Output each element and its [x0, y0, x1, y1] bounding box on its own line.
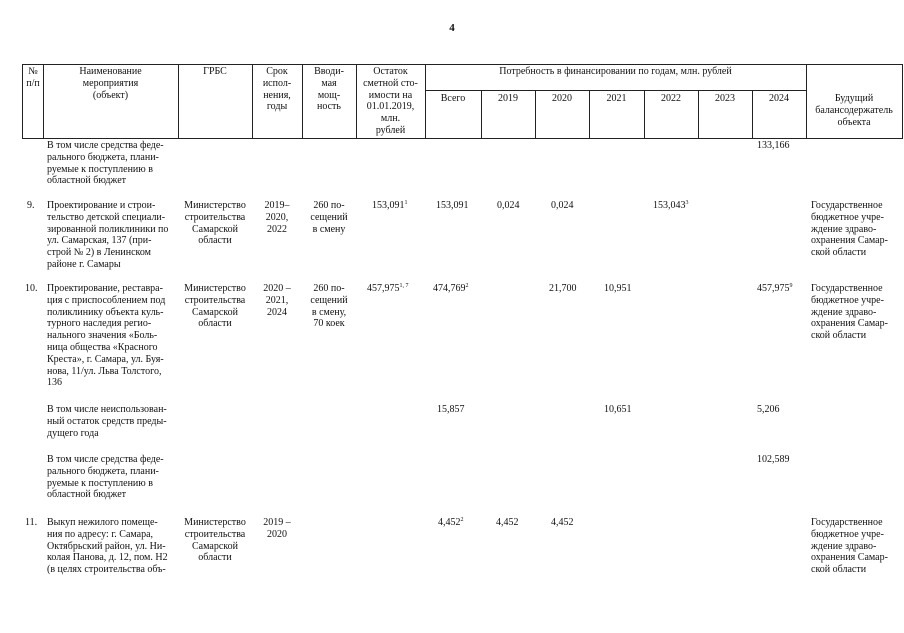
row-11-name: Выкуп нежилого помеще- ния по адресу: г. Самара, Октябрьский район, ул. Ни- колая Панова, д. 12, пом. Н2 (в целях строительства объ- — [47, 517, 168, 576]
row-11-2020: 4,452 — [551, 517, 574, 528]
row-10-name: Проектирование, реставра- ция с приспособлением под поликлинику объекта куль- турного наследия регио- нального значения «Боль- ница общества «Красного Креста», г. Самара, ул. Буя- нова, 11/ул. Льва Толстого, 136 — [47, 283, 166, 389]
row-unused-remainder-label: В том числе неиспользован- ный остаток средств преды- дущего года — [47, 404, 167, 439]
row-9-2019: 0,024 — [497, 200, 520, 211]
row-10-number: 10. — [25, 283, 38, 294]
table-top-border — [22, 64, 902, 65]
header-year-2024: 2024 — [769, 93, 789, 104]
header-capacity: Вводи- мая мощ- ность — [314, 66, 344, 113]
row-11-total: 4,452$^2$ — [438, 517, 464, 528]
header-year-2022: 2022 — [661, 93, 681, 104]
row-10-2020: 21,700 — [549, 283, 577, 294]
row-11-2019: 4,452 — [496, 517, 519, 528]
row-11-holder: Государственное бюджетное учре- ждение здраво- охранения Самар- ской области — [811, 517, 888, 576]
row-11-number: 11. — [25, 517, 38, 528]
header-holder: Будущий балансодержатель объекта — [815, 93, 893, 128]
row-9-2022: 153,043$^3$ — [653, 200, 689, 211]
row-11-term: 2019 – 2020 — [263, 517, 291, 540]
row-unused-remainder-2021: 10,651 — [604, 404, 632, 415]
row-11-grbs: Министерство строительства Самарской области — [184, 517, 246, 564]
row-federal-funds-2024-label: В том числе средства феде- рального бюджета, плани- руемые к поступлению в областной бюджет — [47, 140, 164, 187]
row-10-term: 2020 – 2021, 2024 — [263, 283, 291, 318]
row-10-holder: Государственное бюджетное учре- ждение здраво- охранения Самар- ской области — [811, 283, 888, 342]
row-9-holder: Государственное бюджетное учре- ждение здраво- охранения Самар- ской области — [811, 200, 888, 259]
header-financing: Потребность в финансировании по годам, млн. рублей — [499, 66, 732, 77]
row-federal-funds-2024-value: 133,166 — [757, 140, 790, 151]
header-num: № п/п — [26, 66, 40, 89]
row-9-number: 9. — [27, 200, 35, 211]
row-unused-remainder-2024: 5,206 — [757, 404, 780, 415]
row-10-remainder: 457,975$^{1, 7}$ — [367, 283, 409, 294]
header-bottom-border — [22, 138, 902, 139]
row-9-term: 2019– 2020, 2022 — [264, 200, 290, 235]
row-9-2020: 0,024 — [551, 200, 574, 211]
page-number: 4 — [449, 22, 455, 34]
header-term: Срок испол- нения, годы — [262, 66, 292, 113]
row-9-remainder: 153,091$^1$ — [372, 200, 408, 211]
header-name: Наименование мероприятия (объект) — [79, 66, 142, 101]
row-9-capacity: 260 по- сещений в смену — [310, 200, 348, 235]
row-unused-remainder-total: 15,857 — [437, 404, 465, 415]
row-10-2024: 457,975$^9$ — [757, 283, 793, 294]
header-year-2023: 2023 — [715, 93, 735, 104]
row-10-capacity: 260 по- сещений в смену, 70 коек — [310, 283, 348, 330]
header-year-2021: 2021 — [606, 93, 627, 104]
row-9-grbs: Министерство строительства Самарской области — [184, 200, 246, 247]
row-9-total: 153,091 — [436, 200, 469, 211]
row-9-name: Проектирование и строи- тельство детской специали- зированной поликлиники по ул. Самарская, 137 (при- строй № 2) в Ленинском районе г. Самары — [47, 200, 169, 270]
row-10-total: 474,769$^2$ — [433, 283, 469, 294]
row-federal-funds-2024: 102,589 — [757, 454, 790, 465]
header-year-2020: 2020 — [552, 93, 572, 104]
row-10-grbs: Министерство строительства Самарской области — [184, 283, 246, 330]
header-grbs: ГРБС — [203, 66, 227, 77]
header-total: Всего — [440, 93, 466, 104]
table-right-border — [902, 64, 903, 139]
header-remainder: Остаток сметной сто- имости на 01.01.2019, млн. рублей — [363, 66, 418, 136]
year-header-divider — [425, 90, 806, 91]
row-10-2021: 10,951 — [604, 283, 632, 294]
header-year-2019: 2019 — [498, 93, 518, 104]
row-federal-funds-label: В том числе средства феде- рального бюджета, плани- руемые к поступлению в областной бюджет — [47, 454, 164, 501]
